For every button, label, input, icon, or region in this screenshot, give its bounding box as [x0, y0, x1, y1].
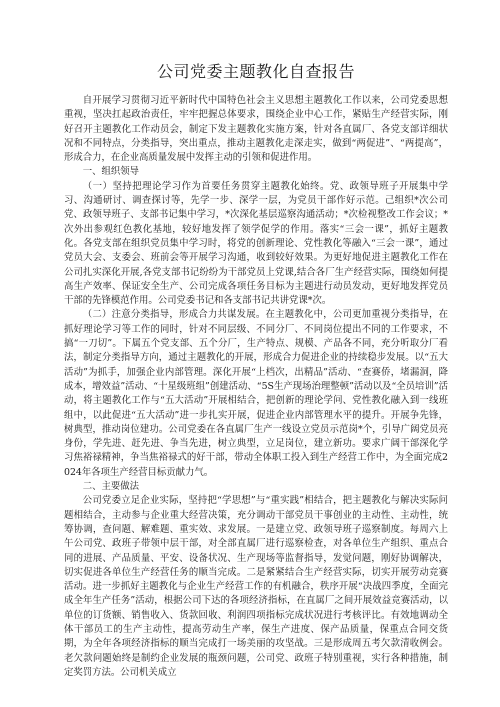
section-heading-main-practices: 二、主要做法 [82, 481, 140, 493]
section-heading-organization: 一、组织领导 [82, 166, 140, 178]
intro-paragraph: 自开展学习贯彻习近平新时代中国特色社会主义思想主题教化工作以来，公司党委思想重视，坚决扛起政治责任，牢牢把握总体要求，围绕企业中心工作，紧贴生产经营实际，刚好召开主题教化工作动员会，制定下发主题教化实施方案，针对各直属厂、各党支部详细状况和不同特点，分类指导，突出重点，推动主题教化走深走实，做到“两促进”、“两提高”，形成合力，在企业高质量发展中发挥主动的引领和促进作用。 [64, 95, 448, 164]
document-title: 公司党委主题教化自查报告 [156, 62, 355, 81]
paragraph-practices: 公司党委立足企业实际，坚持把“学思想”与“重实践”相结合，把主题教化与解决实际问题相结合，主动参与企业重大经营决策，充分调动干部党员干事创业的主动性、主动性，统筹协调，查问题、解难题、重实效、求发展。一是建立党、政领导班子巡察制度。每周六上午公司党、政班子带领中层干部，对全部直属厂进行巡察检查，对各单位生产组织、重点合同的进展、产品质量、平安、设备状况、生产现场等监督指导，发觉问题，刚好协调解决，切实促进各单位生产经营任务的顺当完成。二是紧紧结合生产经营实际，切实开展劳动竞赛活动。进一步抓好主题教化与企业生产经营工作的有机融合，秩序开展“决战四季度，全面完成全年生产任务”活动，根据公司下达的各项经济指标，在直属厂之间开展效益竞赛活动，以单位的订货额、销售收入、货款回收、利润四项指标完成状况进行考核评比。有效地调动全体干部员工的生产主动性，提高劳动生产率，保生产进度、保产品质量，保重点合同交货期，为全年各项经济指标的顺当完成打一场美丽的攻坚战。三是形成周五考欠款清收例会。老欠款问题始终是制约企业发展的瓶颈问题，公司党、政班子特别重视，实行各种措施，制定奖罚方法。公司机关成立 [64, 495, 448, 678]
paragraph-classified-guidance: （二）注意分类指导，形成合力共谋发展。在主题教化中，公司更加重视分类指导，在抓好理论学习等工作的同时，针对不同层级、不同分厂、不同岗位提出不同的工作要求，不搞“一刀切”。下属五个党支部、五个分厂，生产特点、规模、产品各不同，充分听取分厂看法，制定分类指导方向，通过主题教化的开展，形成合力促进企业的持续稳步发展。以“五大活动”为抓手，加强企业内部管理。深化开展“上档次，出精品”活动、“查赛侨，堵漏洞，降成本，增效益”活动、“十星级班组”创建活动、“5S生产现场治理整顿”活动以及“全员培训”活动，将主题教化工作与“五大活动”开展相结合，把创新的理论学问、党性教化融入到一线班组中，以此促进“五大活动”进一步扎实开展，促进企业内部管理水平的提升。开展争先锋，树典型，推动岗位建功。公司党委在各直属厂生产一线设立党员示范岗*个，引导广阔党员亮身份，学先进、赶先进、争当先进，树立典型，立足岗位，建立新功。要求广阔干部深化学习焦裕禄精神，争当焦裕禄式的好干部，带动全体职工投入到生产经营工作中，为全面完成2024年各项生产经营目标贡献力气。 [64, 309, 448, 478]
paragraph-theory-study: （一）坚持把理论学习作为首要任务贯穿主题教化始终。党、政领导班子开展集中学习、沟通研讨、调查探讨等，先学一步、深学一层，为党员干部作好示范。己组织*次公司党、政领导班子、支部书记集中学习，*次深化基层巡察沟通活动；*次检视整改工作会议；*次外出参观红色教化基地，较好地发挥了领学促学的作用。落实“三会一课”，抓好主题教化。各党支部在组织党员集中学习时，将党的创新理论、党性教化等融入“三会一课”，通过党员大会、支委会、班前会等开展学习沟通，收到较好效果。为更好地促进主题教化工作在公司扎实深化开展,各党支部书记纷纷为干部党员上党课,结合各厂生产经营实际，围绕如何提高生产效率、保证安全生产、公司完成各项任务目标为主题进行动员发动，更好地发挥党员干部的先锋模范作用。公司党委书记和各支部书记共讲党课*次。 [64, 180, 448, 307]
